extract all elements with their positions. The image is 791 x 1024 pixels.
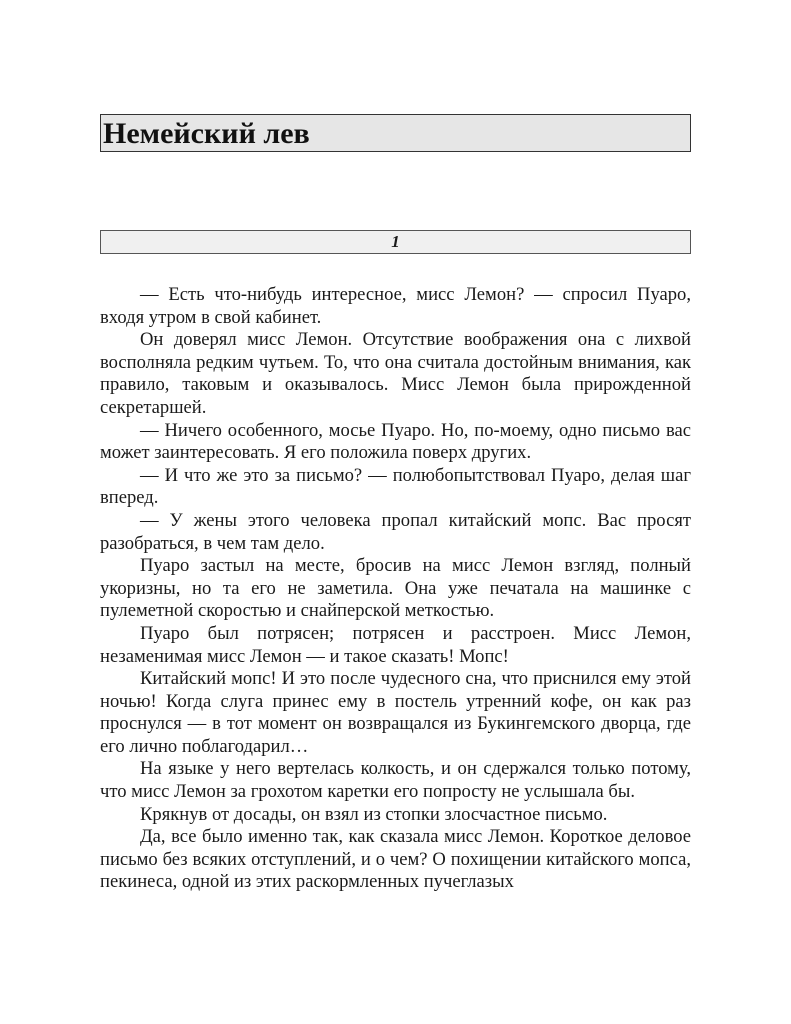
title-box bbox=[100, 114, 691, 152]
paragraph: — У жены этого человека пропал китайский мопс. Вас просят разобраться, в чем там дело. bbox=[100, 509, 691, 554]
paragraph: Китайский мопс! И это после чудесного сна, что приснился ему этой ночью! Когда слуга принес ему в постель утренний кофе, он как раз проснулся — в тот момент он возвращался из Букингемского дворца, где его лично поблагодарил… bbox=[100, 668, 691, 757]
paragraph: — Есть что-нибудь интересное, мисс Лемон? — спросил Пуаро, входя утром в свой кабинет. bbox=[100, 284, 691, 328]
document-page bbox=[100, 114, 691, 894]
paragraph: — Ничего особенного, мосье Пуаро. Но, по-моему, одно письмо вас может заинтересовать. Я его положила поверх других. bbox=[100, 419, 691, 464]
story-title: Немейский лев bbox=[103, 117, 310, 150]
chapter-number: 1 bbox=[391, 232, 400, 251]
chapter-box bbox=[100, 230, 691, 254]
paragraph: Да, все было именно так, как сказала мисс Лемон. Короткое деловое письмо без всяких отступлений, и о чем? О похищении китайского мопса, пекинеса, одной из этих раскормленных пучеглазых bbox=[100, 826, 691, 893]
paragraph: Пуаро был потрясен; потрясен и расстроен. Мисс Лемон, незаменимая мисс Лемон — и такое сказать! Мопс! bbox=[100, 622, 691, 667]
paragraph: Пуаро застыл на месте, бросив на мисс Лемон взгляд, полный укоризны, но та его не заметила. Она уже печатала на машинке с пулеметной скоростью и снайперской меткостью. bbox=[100, 555, 691, 622]
paragraph: На языке у него вертелась колкость, и он сдержался только потому, что мисс Лемон за грохотом каретки его попросту не услышала бы. bbox=[100, 758, 691, 803]
paragraph: Он доверял мисс Лемон. Отсутствие воображения она с лихвой восполняла редким чутьем. То, что она считала достойным внимания, как правило, таковым и оказывалось. Мисс Лемон была прирожденной секретаршей. bbox=[100, 329, 691, 418]
body-text bbox=[100, 284, 691, 894]
paragraph: Крякнув от досады, он взял из стопки злосчастное письмо. bbox=[140, 803, 608, 825]
paragraph: — И что же это за письмо? — полюбопытствовал Пуаро, делая шаг вперед. bbox=[100, 464, 691, 509]
